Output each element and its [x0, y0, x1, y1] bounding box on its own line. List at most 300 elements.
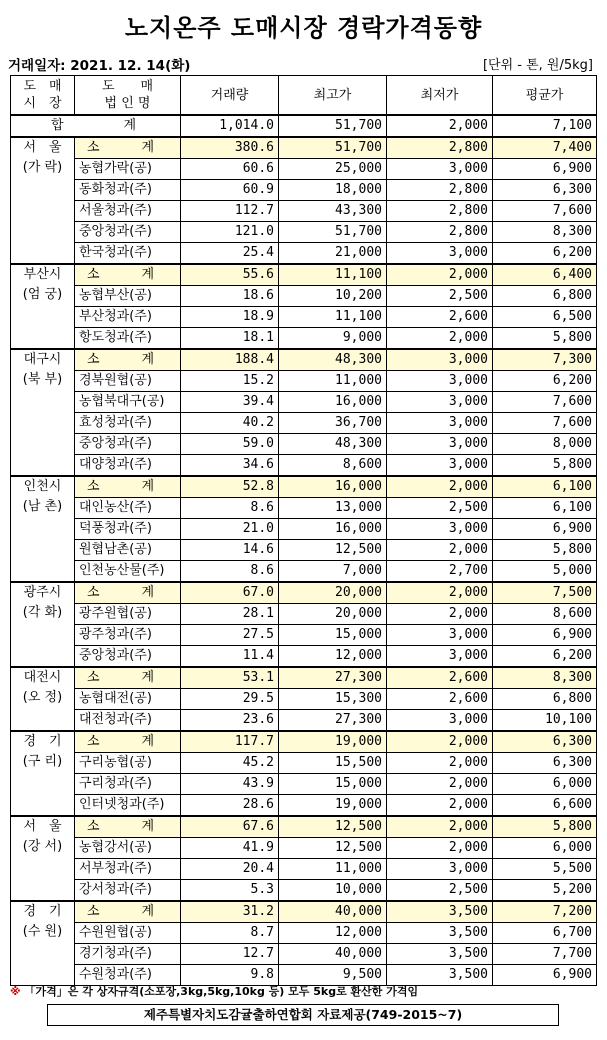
subtotal-volume: 67.0: [181, 582, 279, 604]
row-volume: 20.4: [181, 859, 279, 880]
row-max: 13,000: [279, 498, 387, 519]
subtotal-avg: 5,800: [493, 816, 597, 838]
subtotal-min: 2,000: [387, 264, 493, 286]
row-max: 12,500: [279, 838, 387, 859]
trade-date: 거래일자: 2021. 12. 14(화): [8, 58, 191, 74]
footnote-mark: ※: [10, 985, 21, 998]
subtotal-min: 2,000: [387, 816, 493, 838]
corp-name: 중앙청과(주): [75, 222, 181, 243]
subtotal-max: 27,300: [279, 667, 387, 689]
source-box: 제주특별자치도감귤출하연합회 자료제공(749-2015~7): [47, 1004, 559, 1026]
total-label-a: 합: [51, 118, 64, 133]
row-min: 2,600: [387, 307, 493, 328]
row-volume: 40.2: [181, 413, 279, 434]
row-min: 3,000: [387, 392, 493, 413]
row-max: 12,000: [279, 646, 387, 668]
row-volume: 41.9: [181, 838, 279, 859]
table-row: [11, 710, 597, 732]
table-row: [11, 498, 597, 519]
subtotal-label: [75, 582, 181, 604]
row-avg: 5,000: [493, 561, 597, 583]
row-max: 9,000: [279, 328, 387, 350]
corp-name: 광주원협(공): [75, 604, 181, 625]
price-table: [10, 75, 597, 986]
row-min: 3,000: [387, 243, 493, 265]
row-avg: 5,800: [493, 540, 597, 561]
row-max: 51,700: [279, 222, 387, 243]
row-min: 3,000: [387, 710, 493, 732]
row-min: 3,000: [387, 859, 493, 880]
subtotal-volume: 55.6: [181, 264, 279, 286]
subtotal-volume: 188.4: [181, 349, 279, 371]
market-name-cell: [11, 816, 75, 901]
row-max: 12,000: [279, 923, 387, 944]
row-volume: 39.4: [181, 392, 279, 413]
row-max: 20,000: [279, 604, 387, 625]
row-min: 2,800: [387, 222, 493, 243]
corp-name: 서울청과(주): [75, 201, 181, 222]
total-max: 51,700: [279, 115, 387, 137]
market-name-cell: [11, 731, 75, 816]
corp-name: 항도청과(주): [75, 328, 181, 350]
market-name: 인천시: [23, 479, 62, 494]
subtotal-label-b: 계: [141, 352, 154, 367]
total-min: 2,000: [387, 115, 493, 137]
row-max: 11,000: [279, 371, 387, 392]
row-avg: 6,800: [493, 286, 597, 307]
subtotal-min: 2,800: [387, 137, 493, 159]
row-min: 3,000: [387, 646, 493, 668]
subtotal-label: [75, 901, 181, 923]
corp-name: 강서청과(주): [75, 880, 181, 902]
row-avg: 8,000: [493, 434, 597, 455]
subtotal-min: 2,000: [387, 731, 493, 753]
unit-label: [단위 - 톤, 원/5kg]: [482, 58, 593, 73]
table-row: [11, 371, 597, 392]
row-max: 9,500: [279, 965, 387, 986]
total-avg: 7,100: [493, 115, 597, 137]
subtotal-row: [11, 901, 597, 923]
header-corp-line1: 도 매: [101, 79, 154, 94]
header-min: 최저가: [387, 76, 493, 116]
footnote: [10, 983, 418, 999]
subtotal-min: 3,000: [387, 349, 493, 371]
market-name: 부산시: [23, 267, 62, 282]
table-row: [11, 774, 597, 795]
row-volume: 8.6: [181, 561, 279, 583]
market-name: 경 기: [23, 734, 62, 749]
row-volume: 34.6: [181, 455, 279, 477]
header-row: [11, 76, 597, 116]
row-avg: 7,600: [493, 413, 597, 434]
row-volume: 60.9: [181, 180, 279, 201]
row-min: 2,800: [387, 201, 493, 222]
subtotal-row: [11, 137, 597, 159]
market-location: (엄 궁): [22, 287, 63, 302]
table-row: [11, 455, 597, 477]
subtotal-volume: 67.6: [181, 816, 279, 838]
subtotal-max: 48,300: [279, 349, 387, 371]
corp-name: 대인농산(주): [75, 498, 181, 519]
row-avg: 6,000: [493, 838, 597, 859]
row-max: 21,000: [279, 243, 387, 265]
row-min: 2,000: [387, 604, 493, 625]
header-corp-line2: 법 인 명: [104, 96, 151, 111]
subtotal-label: [75, 349, 181, 371]
market-name: 경 기: [23, 904, 62, 919]
subtotal-volume: 117.7: [181, 731, 279, 753]
subtotal-volume: 380.6: [181, 137, 279, 159]
header-volume: 거래량: [181, 76, 279, 116]
row-volume: 21.0: [181, 519, 279, 540]
corp-name: 원협남촌(공): [75, 540, 181, 561]
row-max: 11,100: [279, 307, 387, 328]
total-label-b: 계: [123, 118, 136, 133]
corp-name: 농협부산(공): [75, 286, 181, 307]
corp-name: 광주청과(주): [75, 625, 181, 646]
subtotal-row: [11, 476, 597, 498]
subtotal-label-b: 계: [141, 734, 154, 749]
subtotal-min: 3,500: [387, 901, 493, 923]
row-min: 3,000: [387, 413, 493, 434]
market-name: 대구시: [23, 352, 62, 367]
row-min: 2,000: [387, 795, 493, 817]
row-avg: 6,900: [493, 519, 597, 540]
table-row: [11, 880, 597, 902]
subtotal-avg: 7,300: [493, 349, 597, 371]
row-avg: 5,800: [493, 455, 597, 477]
subtotal-label-b: 계: [141, 267, 154, 282]
corp-name: 구리청과(주): [75, 774, 181, 795]
subtotal-row: [11, 816, 597, 838]
corp-name: 경기청과(주): [75, 944, 181, 965]
row-avg: 6,200: [493, 243, 597, 265]
table-row: [11, 180, 597, 201]
corp-name: 농협대전(공): [75, 689, 181, 710]
row-volume: 18.1: [181, 328, 279, 350]
table-row: [11, 540, 597, 561]
row-min: 2,000: [387, 753, 493, 774]
row-min: 3,500: [387, 923, 493, 944]
table-row: [11, 859, 597, 880]
table-row: [11, 222, 597, 243]
subtotal-max: 51,700: [279, 137, 387, 159]
row-avg: 6,500: [493, 307, 597, 328]
subtotal-label: [75, 667, 181, 689]
footnote-text: 「가격」은 각 상자규격(소포장,3kg,5kg,10kg 등) 모두 5kg로 환산한 가격임: [24, 985, 419, 998]
market-name: 서 울: [23, 140, 62, 155]
subtotal-avg: 8,300: [493, 667, 597, 689]
corp-name: 대전청과(주): [75, 710, 181, 732]
row-volume: 18.6: [181, 286, 279, 307]
row-volume: 28.6: [181, 795, 279, 817]
row-min: 3,000: [387, 434, 493, 455]
subtotal-label: [75, 137, 181, 159]
row-volume: 29.5: [181, 689, 279, 710]
corp-name: 수원원협(공): [75, 923, 181, 944]
row-volume: 43.9: [181, 774, 279, 795]
row-max: 25,000: [279, 159, 387, 180]
subtotal-label-b: 계: [141, 670, 154, 685]
row-avg: 6,900: [493, 625, 597, 646]
table-row: [11, 561, 597, 583]
row-max: 15,500: [279, 753, 387, 774]
table-row: [11, 795, 597, 817]
row-min: 2,000: [387, 540, 493, 561]
row-max: 16,000: [279, 519, 387, 540]
table-row: [11, 159, 597, 180]
row-avg: 5,200: [493, 880, 597, 902]
row-max: 15,000: [279, 625, 387, 646]
row-avg: 6,900: [493, 159, 597, 180]
row-volume: 8.6: [181, 498, 279, 519]
row-min: 2,000: [387, 838, 493, 859]
corp-name: 서부청과(주): [75, 859, 181, 880]
row-avg: 6,900: [493, 965, 597, 986]
row-volume: 28.1: [181, 604, 279, 625]
row-max: 8,600: [279, 455, 387, 477]
table-row: [11, 243, 597, 265]
row-max: 10,200: [279, 286, 387, 307]
row-avg: 8,600: [493, 604, 597, 625]
row-max: 36,700: [279, 413, 387, 434]
subtotal-volume: 31.2: [181, 901, 279, 923]
corp-name: 효성청과(주): [75, 413, 181, 434]
subtotal-label-a: 소: [87, 267, 100, 282]
subtotal-label-a: 소: [87, 479, 100, 494]
row-max: 15,300: [279, 689, 387, 710]
subtotal-label-a: 소: [87, 904, 100, 919]
row-volume: 121.0: [181, 222, 279, 243]
row-volume: 8.7: [181, 923, 279, 944]
subtotal-max: 16,000: [279, 476, 387, 498]
row-avg: 10,100: [493, 710, 597, 732]
corp-name: 부산청과(주): [75, 307, 181, 328]
subtotal-volume: 53.1: [181, 667, 279, 689]
subtotal-min: 2,000: [387, 476, 493, 498]
subtotal-label-a: 소: [87, 352, 100, 367]
header-market: [11, 76, 75, 116]
total-row: [11, 115, 597, 137]
row-min: 3,000: [387, 371, 493, 392]
corp-name: 동화청과(주): [75, 180, 181, 201]
market-name-cell: [11, 476, 75, 582]
corp-name: 인터넷청과(주): [75, 795, 181, 817]
market-name-cell: [11, 264, 75, 349]
subtotal-label: [75, 264, 181, 286]
table-row: [11, 604, 597, 625]
subtotal-label-a: 소: [87, 140, 100, 155]
row-volume: 25.4: [181, 243, 279, 265]
table-row: [11, 753, 597, 774]
row-max: 40,000: [279, 944, 387, 965]
row-max: 19,000: [279, 795, 387, 817]
subtotal-label-a: 소: [87, 585, 100, 600]
row-avg: 5,800: [493, 328, 597, 350]
row-min: 3,000: [387, 625, 493, 646]
market-name-cell: [11, 667, 75, 731]
row-volume: 59.0: [181, 434, 279, 455]
row-min: 2,000: [387, 328, 493, 350]
row-volume: 23.6: [181, 710, 279, 732]
row-volume: 112.7: [181, 201, 279, 222]
table-row: [11, 625, 597, 646]
row-avg: 6,200: [493, 646, 597, 668]
subtotal-label-b: 계: [141, 479, 154, 494]
subtotal-max: 20,000: [279, 582, 387, 604]
corp-name: 한국청과(주): [75, 243, 181, 265]
corp-name: 중앙청과(주): [75, 646, 181, 668]
row-avg: 7,600: [493, 392, 597, 413]
row-volume: 14.6: [181, 540, 279, 561]
subtotal-label-a: 소: [87, 670, 100, 685]
market-location: (각 화): [22, 605, 63, 620]
subtotal-row: [11, 731, 597, 753]
table-row: [11, 923, 597, 944]
header-max: 최고가: [279, 76, 387, 116]
market-name-cell: [11, 137, 75, 264]
total-volume: 1,014.0: [181, 115, 279, 137]
header-corp: [75, 76, 181, 116]
corp-name: 인천농산물(주): [75, 561, 181, 583]
subtotal-max: 40,000: [279, 901, 387, 923]
row-avg: 6,000: [493, 774, 597, 795]
row-volume: 15.2: [181, 371, 279, 392]
market-name-cell: [11, 901, 75, 986]
row-max: 48,300: [279, 434, 387, 455]
corp-name: 경북원협(공): [75, 371, 181, 392]
subtotal-min: 2,000: [387, 582, 493, 604]
row-avg: 6,800: [493, 689, 597, 710]
row-max: 12,500: [279, 540, 387, 561]
subtotal-label: [75, 816, 181, 838]
row-min: 3,000: [387, 455, 493, 477]
subtotal-max: 12,500: [279, 816, 387, 838]
row-min: 2,600: [387, 689, 493, 710]
table-row: [11, 838, 597, 859]
market-name: 광주시: [23, 585, 62, 600]
row-volume: 9.8: [181, 965, 279, 986]
market-location: (남 촌): [22, 499, 63, 514]
row-max: 15,000: [279, 774, 387, 795]
table-row: [11, 646, 597, 668]
row-avg: 7,600: [493, 201, 597, 222]
row-max: 18,000: [279, 180, 387, 201]
row-volume: 11.4: [181, 646, 279, 668]
subtotal-avg: 6,300: [493, 731, 597, 753]
row-volume: 18.9: [181, 307, 279, 328]
row-min: 2,500: [387, 498, 493, 519]
page-title: 노지온주 도매시장 경락가격동향: [124, 14, 483, 42]
row-volume: 45.2: [181, 753, 279, 774]
subtotal-avg: 7,400: [493, 137, 597, 159]
header-market-line2: 시 장: [23, 96, 62, 111]
row-min: 2,800: [387, 180, 493, 201]
table-row: [11, 434, 597, 455]
table-row: [11, 307, 597, 328]
subtotal-label-b: 계: [141, 819, 154, 834]
row-volume: 27.5: [181, 625, 279, 646]
corp-name: 수원청과(주): [75, 965, 181, 986]
subtotal-row: [11, 264, 597, 286]
row-max: 10,000: [279, 880, 387, 902]
row-avg: 8,300: [493, 222, 597, 243]
row-max: 7,000: [279, 561, 387, 583]
table-row: [11, 286, 597, 307]
row-max: 43,300: [279, 201, 387, 222]
row-min: 2,500: [387, 880, 493, 902]
subtotal-label-b: 계: [141, 904, 154, 919]
subtotal-volume: 52.8: [181, 476, 279, 498]
corp-name: 농협강서(공): [75, 838, 181, 859]
row-avg: 6,300: [493, 753, 597, 774]
subtotal-max: 11,100: [279, 264, 387, 286]
row-min: 3,500: [387, 944, 493, 965]
subtotal-label-b: 계: [141, 585, 154, 600]
row-avg: 6,700: [493, 923, 597, 944]
market-name: 서 울: [23, 819, 62, 834]
subtotal-avg: 7,200: [493, 901, 597, 923]
market-name-cell: [11, 582, 75, 667]
row-max: 16,000: [279, 392, 387, 413]
subtotal-label-a: 소: [87, 734, 100, 749]
subtotal-row: [11, 582, 597, 604]
subtotal-label: [75, 476, 181, 498]
row-min: 3,000: [387, 159, 493, 180]
header-avg: 평균가: [493, 76, 597, 116]
subtotal-min: 2,600: [387, 667, 493, 689]
subtotal-max: 19,000: [279, 731, 387, 753]
market-location: (오 정): [22, 690, 63, 705]
table-row: [11, 413, 597, 434]
row-avg: 6,600: [493, 795, 597, 817]
row-volume: 5.3: [181, 880, 279, 902]
row-min: 2,000: [387, 774, 493, 795]
corp-name: 구리농협(공): [75, 753, 181, 774]
table-row: [11, 328, 597, 350]
subtotal-avg: 7,500: [493, 582, 597, 604]
header-market-line1: 도 매: [23, 79, 62, 94]
row-avg: 7,700: [493, 944, 597, 965]
corp-name: 중앙청과(주): [75, 434, 181, 455]
subtotal-label: [75, 731, 181, 753]
table-row: [11, 392, 597, 413]
row-volume: 60.6: [181, 159, 279, 180]
row-min: 2,500: [387, 286, 493, 307]
table-row: [11, 944, 597, 965]
market-location: (가 락): [22, 160, 63, 175]
row-max: 11,000: [279, 859, 387, 880]
row-avg: 6,200: [493, 371, 597, 392]
market-location: (강 서): [22, 839, 63, 854]
corp-name: 덕풍청과(주): [75, 519, 181, 540]
row-max: 27,300: [279, 710, 387, 732]
market-location: (구 리): [22, 754, 63, 769]
table-row: [11, 689, 597, 710]
row-avg: 6,300: [493, 180, 597, 201]
subtotal-avg: 6,100: [493, 476, 597, 498]
subtotal-label-b: 계: [141, 140, 154, 155]
row-min: 2,700: [387, 561, 493, 583]
subtotal-avg: 6,400: [493, 264, 597, 286]
subtotal-row: [11, 349, 597, 371]
row-avg: 6,100: [493, 498, 597, 519]
corp-name: 대양청과(주): [75, 455, 181, 477]
row-volume: 12.7: [181, 944, 279, 965]
row-min: 3,500: [387, 965, 493, 986]
table-row: [11, 201, 597, 222]
market-location: (수 원): [22, 924, 63, 939]
